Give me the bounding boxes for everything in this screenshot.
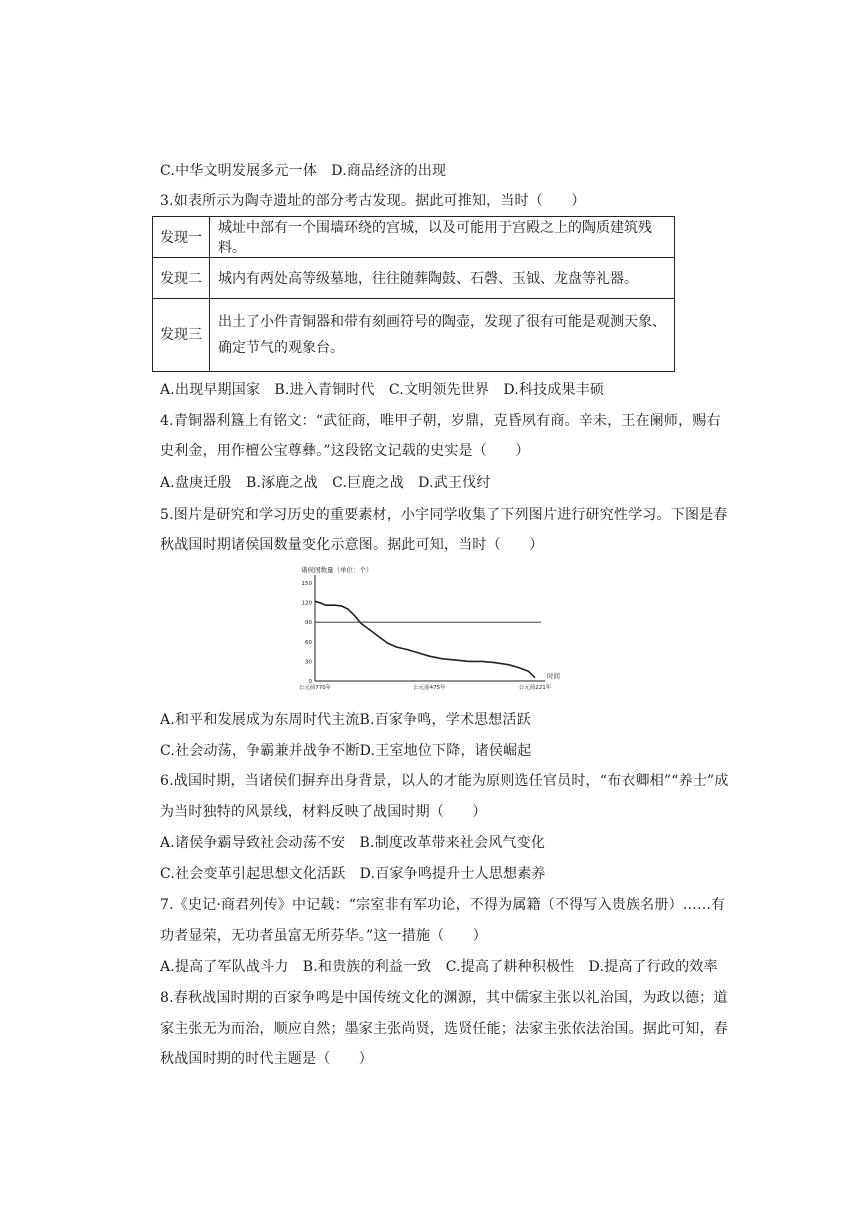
question-4-stem: 4.青铜器利簋上有铭文：“武征商，唯甲子朝，岁鼎，克昏夙有商。辛未，王在阑师，赐右 bbox=[160, 413, 721, 429]
question-8-stem: 秋战国时期的时代主题是（ ） bbox=[160, 1051, 373, 1067]
question-5-options: A.和平和发展成为东周时代主流B.百家争鸣，学术思想活跃 bbox=[160, 712, 531, 728]
table-row bbox=[153, 217, 675, 258]
question-8-stem: 8.春秋战国时期的百家争鸣是中国传统文化的渊源，其中儒家主张以礼治国，为政以德；道 bbox=[160, 990, 728, 1006]
y-tick-label: 0 bbox=[308, 679, 312, 685]
x-axis-label: 时间 bbox=[547, 672, 560, 680]
table-row-text: 城内有两处高等级墓地，往往随葬陶鼓、石磬、玉钺、龙盘等礼器。 bbox=[210, 258, 675, 299]
table-row-text-line: 确定节气的观象台。 bbox=[218, 340, 344, 356]
question-4-stem: 史利金，用作檀公宝尊彝。”这段铭文记载的史实是（ ） bbox=[160, 443, 530, 459]
y-axis-label: 诸侯国数量（单位：个） bbox=[301, 566, 373, 574]
question-6-stem: 为当时独特的风景线，材料反映了战国时期（ ） bbox=[160, 804, 487, 820]
table-row-label: 发现三 bbox=[153, 299, 210, 372]
y-tick-label: 90 bbox=[305, 620, 312, 627]
question-5-stem: 秋战国时期诸侯国数量变化示意图。据此可知，当时（ ） bbox=[160, 537, 544, 553]
y-tick-label: 150 bbox=[301, 581, 312, 587]
x-tick-label: 公元前221年 bbox=[518, 685, 552, 691]
table-row bbox=[153, 299, 675, 372]
table-row-text-line: 出土了小件青铜器和带有刻画符号的陶壶，发现了很有可能是观测天象、 bbox=[218, 314, 666, 330]
table-row-label: 发现二 bbox=[153, 258, 210, 299]
question-7-stem: 功者显荣，无功者虽富无所芬华。”这一措施（ ） bbox=[160, 928, 487, 944]
question-6-options: A.诸侯争霸导致社会动荡不安 B.制度改革带来社会风气变化 bbox=[160, 835, 546, 851]
question-8-stem: 家主张无为而治，顺应自然；墨家主张尚贤，选贤任能；法家主张依法治国。据此可知，春 bbox=[160, 1021, 728, 1037]
vassal-count-chart bbox=[297, 563, 567, 693]
x-tick-label: 公元前475年 bbox=[413, 685, 446, 691]
y-tick-label: 60 bbox=[305, 639, 312, 646]
question-7-stem: 7.《史记·商君列传》中记载：“宗室非有军功论，不得为属籍（不得写入贵族名册）……有 bbox=[160, 897, 726, 913]
question-3-options: A.出现早期国家 B.进入青铜时代 C.文明领先世界 D.科技成果丰硕 bbox=[160, 382, 605, 398]
table-row-text bbox=[210, 299, 675, 372]
y-tick-label: 30 bbox=[305, 659, 312, 666]
findings-table bbox=[152, 216, 675, 372]
question-7-options: A.提高了军队战斗力 B.和贵族的利益一致 C.提高了耕种积极性 D.提高了行政的效率 bbox=[160, 959, 718, 975]
x-tick-label: 公元前770年 bbox=[298, 685, 332, 691]
y-tick-label: 120 bbox=[301, 600, 312, 607]
table-row bbox=[153, 258, 675, 299]
question-5-stem: 5.图片是研究和学习历史的重要素材，小宇同学收集了下列图片进行研究性学习。下图是春 bbox=[160, 507, 728, 523]
table-row-text: 城址中部有一个围墙环绕的宫城，以及可能用于宫殿之上的陶质建筑残料。 bbox=[210, 217, 675, 258]
question-5-options: C.社会动荡，争霸兼并战争不断D.王室地位下降，诸侯崛起 bbox=[160, 743, 532, 759]
question-6-options: C.社会变革引起思想文化活跃 D.百家争鸣提升士人思想素养 bbox=[160, 866, 546, 882]
question-6-stem: 6.战国时期，当诸侯们摒弃出身背景，以人的才能为原则选任官员时，“布衣卿相”“养士”成 bbox=[160, 773, 729, 789]
series-line bbox=[315, 601, 535, 677]
table-row-label: 发现一 bbox=[153, 217, 210, 258]
question-4-options: A.盘庚迁殷 B.涿鹿之战 C.巨鹿之战 D.武王伐纣 bbox=[160, 475, 491, 491]
question-3-stem: 3.如表所示为陶寺遗址的部分考古发现。据此可推知，当时（ ） bbox=[160, 193, 586, 209]
question-option-line: C.中华文明发展多元一体 D.商品经济的出现 bbox=[160, 163, 447, 179]
